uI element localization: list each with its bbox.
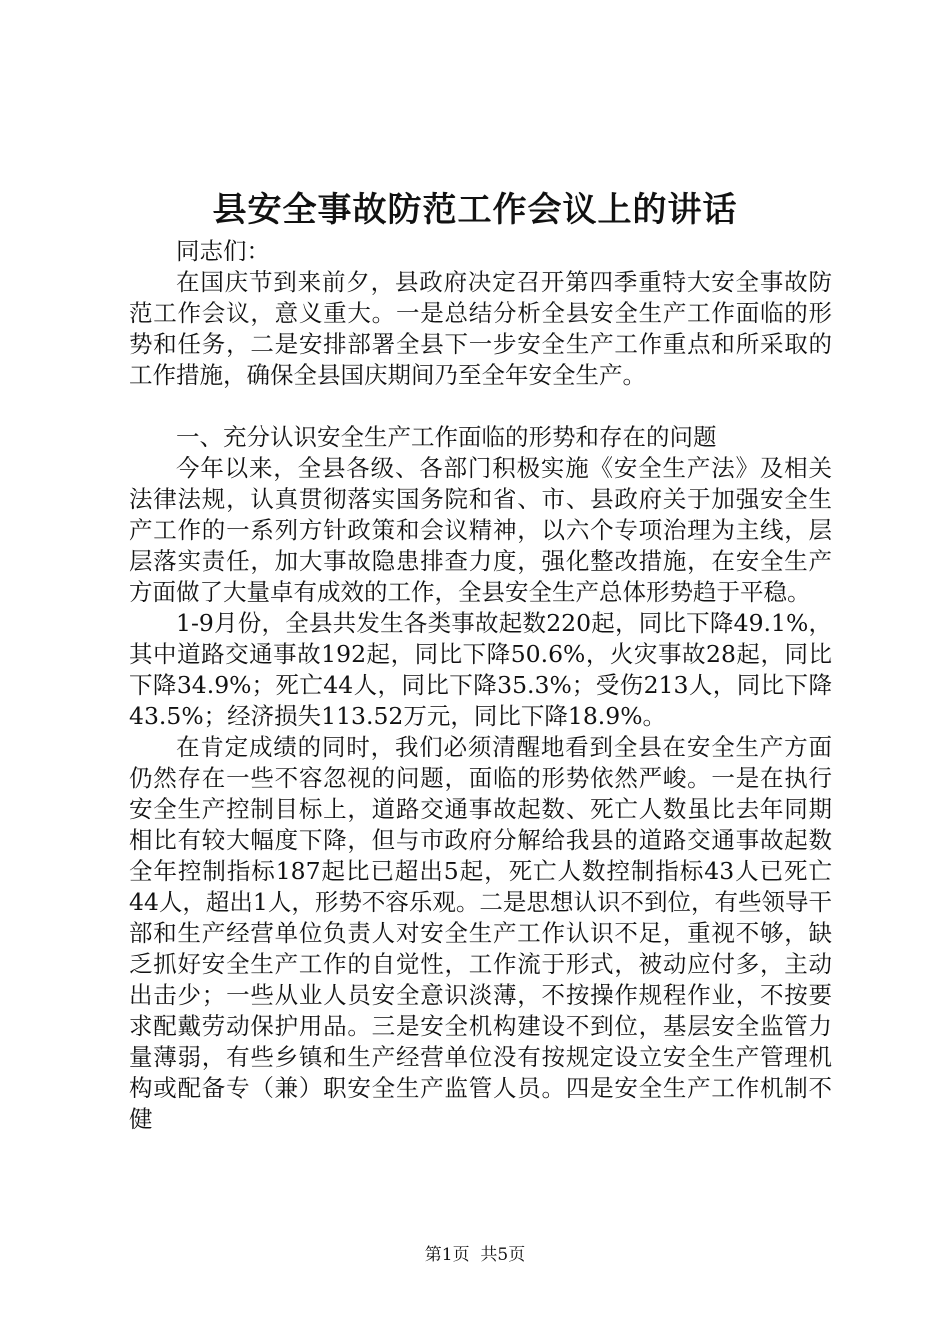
paragraph-overview: 今年以来，全县各级、各部门积极实施《安全生产法》及相关法律法规，认真贯彻落实国务院和省、市、县政府关于加强安全生产工作的一系列方针政策和会议精神，以六个专项治理为主线，层层落实责任，加大事故隐患排查力度，强化整改措施，在安全生产方面做了大量卓有成效的工作，全县安全生产总体形势趋于平稳。 (129, 454, 832, 606)
page-total: 共5页 (480, 1245, 526, 1265)
paragraph-statistics: 1-9月份，全县共发生各类事故起数220起，同比下降49.1%，其中道路交通事故192起，同比下降50.6%，火灾事故28起，同比下降34.9%；死亡44人，同比下降35.3%；受伤213人，同比下降43.5%；经济损失113.52万元，同比下降18.9%。 (129, 609, 832, 730)
page-number: 第1页 (424, 1245, 470, 1265)
document-title: 县安全事故防范工作会议上的讲话 (212, 190, 738, 230)
salutation: 同志们： (176, 237, 270, 265)
document-body (129, 236, 832, 1135)
section-heading: 一、充分认识安全生产工作面临的形势和存在的问题 (176, 423, 717, 451)
page-footer (0, 1244, 950, 1266)
paragraph-intro: 在国庆节到来前夕，县政府决定召开第四季重特大安全事故防范工作会议，意义重大。一是总结分析全县安全生产工作面临的形势和任务，二是安排部署全县下一步安全生产工作重点和所采取的工作措施，确保全县国庆期间乃至全年安全生产。 (129, 268, 832, 389)
paragraph-problems: 在肯定成绩的同时，我们必须清醒地看到全县在安全生产方面仍然存在一些不容忽视的问题，面临的形势依然严峻。一是在执行安全生产控制目标上，道路交通事故起数、死亡人数虽比去年同期相比有较大幅度下降，但与市政府分解给我县的道路交通事故起数全年控制指标187起比已超出5起，死亡人数控制指标43人已死亡44人，超出1人，形势不容乐观。二是思想认识不到位，有些领导干部和生产经营单位负责人对安全生产工作认识不足，重视不够，缺乏抓好安全生产工作的自觉性，工作流于形式，被动应付多，主动出击少；一些从业人员安全意识淡薄，不按操作规程作业，不按要求配戴劳动保护用品。三是安全机构建设不到位，基层安全监管力量薄弱，有些乡镇和生产经营单位没有按规定设立安全生产管理机构或配备专（兼）职安全生产监管人员。四是安全生产工作机制不健 (129, 733, 832, 1133)
